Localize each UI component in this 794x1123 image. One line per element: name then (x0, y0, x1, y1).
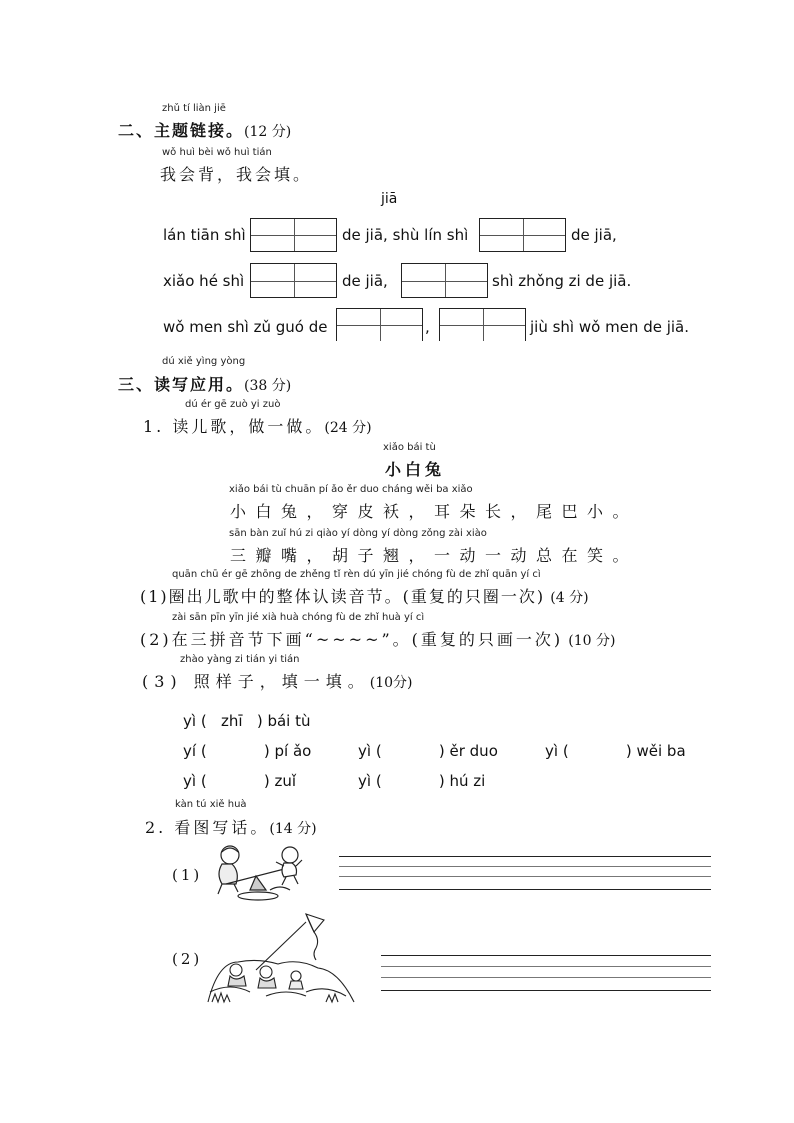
write-box-2[interactable] (479, 218, 566, 252)
sub2-score: (10 分) (568, 633, 616, 649)
fill-item-3[interactable]: yì ( ) wěi ba (545, 742, 686, 760)
example-item: yì ( zhī ) bái tù (183, 712, 311, 730)
poem-line1: 小白兔，穿皮袄，耳朵长，尾巴小。 (230, 502, 639, 521)
fill-item-2[interactable]: yì ( ) ěr duo (358, 742, 498, 760)
sub3-row (142, 669, 413, 692)
sub1-text: (1)圈出儿歌中的整体认读音节。(重复的只圈一次) (140, 587, 546, 606)
writing-line-1-bottom (339, 889, 711, 890)
poem-title-pinyin: xiǎo bái tù (383, 442, 436, 453)
row2-text-b: de jiā, (342, 272, 388, 290)
q2-score: (14 分) (269, 821, 317, 837)
row1-text-b: de jiā, shù lín shì (342, 226, 469, 244)
write-box-1[interactable] (250, 218, 337, 252)
writing-line-1-mid2 (339, 876, 711, 877)
sub2-text: (2)在三拼音节下画“~~~~”。(重复的只画一次) (140, 630, 564, 649)
q2-pinyin: kàn tú xiě huà (175, 799, 247, 810)
poem-title: 小白兔 (385, 460, 446, 479)
sub3-pinyin: zhào yàng zi tián yi tián (180, 654, 300, 665)
writing-line-2-mid1 (381, 966, 711, 967)
poem-line1-pinyin: xiǎo bái tù chuān pí ǎo ěr duo cháng wěi ba xiǎo (229, 484, 473, 495)
sub3-score: (10分) (369, 675, 413, 691)
pic2-label: (2) (172, 950, 203, 968)
write-box-5[interactable] (336, 308, 423, 341)
section3-title: 三、读写应用。 (118, 375, 245, 394)
poem-line2-pinyin: sān bàn zuǐ hú zi qiào yí dòng yí dòng zǒng zài xiào (229, 528, 487, 539)
kite-picture (206, 912, 356, 1004)
section2-score: (12 分) (244, 124, 292, 140)
writing-line-2-mid2 (381, 977, 711, 978)
write-box-6[interactable] (439, 308, 526, 341)
center-pinyin: jiā (381, 191, 398, 207)
write-box-4[interactable] (401, 263, 488, 298)
write-box-3[interactable] (250, 263, 337, 298)
sub1-score: (4 分) (550, 590, 589, 606)
row3-text-a: wǒ men shì zǔ guó de (163, 318, 328, 336)
q2-heading (145, 815, 317, 838)
fill-item-1[interactable]: yí ( ) pí ǎo (183, 742, 312, 760)
q1-heading (143, 414, 372, 437)
sub1-pinyin: quān chū ér gē zhōng de zhěng tǐ rèn dú yīn jié chóng fù de zhǐ quān yí cì (172, 569, 541, 580)
writing-line-1-top[interactable] (339, 856, 711, 857)
section3-score: (38 分) (244, 378, 292, 394)
row3-text-b: , (425, 318, 430, 336)
row3-text-c: jiù shì wǒ men de jiā. (530, 318, 690, 336)
row2-text-a: xiǎo hé shì (163, 272, 245, 290)
instruction-pinyin: wǒ huì bèi wǒ huì tián (162, 147, 272, 158)
writing-line-2-bottom (381, 990, 711, 991)
q1-title: 1. 读儿歌，做一做。 (143, 417, 325, 436)
q1-score: (24 分) (324, 420, 372, 436)
row1-text-c: de jiā, (571, 226, 617, 244)
section3-pinyin: dú xiě yìng yòng (162, 356, 246, 367)
instruction-text: 我会背，我会填。 (160, 165, 313, 184)
section2-pinyin: zhǔ tí liàn jiē (162, 103, 226, 114)
section2-heading (118, 118, 291, 141)
section3-heading (118, 372, 291, 395)
writing-line-1-mid1 (339, 866, 711, 867)
sub2-row (140, 627, 615, 650)
poem-line2: 三瓣嘴，胡子翘，一动一动总在笑。 (230, 546, 639, 565)
sub1-row (140, 584, 589, 607)
q2-title: 2. 看图写话。 (145, 818, 270, 837)
sub2-pinyin: zài sān pīn yīn jié xià huà chóng fù de zhǐ huà yí cì (172, 612, 425, 623)
row2-text-c: shì zhǒng zi de jiā. (492, 272, 632, 290)
fill-item-4[interactable]: yì ( ) zuǐ (183, 772, 297, 790)
row1-text-a: lán tiān shì (163, 226, 246, 244)
writing-line-2-top[interactable] (381, 955, 711, 956)
pic1-label: (1) (172, 866, 203, 884)
section2-title: 二、主题链接。 (118, 121, 245, 140)
fill-item-5[interactable]: yì ( ) hú zi (358, 772, 486, 790)
seesaw-picture (208, 840, 308, 910)
sub3-text: (3) 照样子，填一填。 (142, 672, 370, 691)
q1-pinyin: dú ér gē zuò yi zuò (185, 399, 281, 410)
